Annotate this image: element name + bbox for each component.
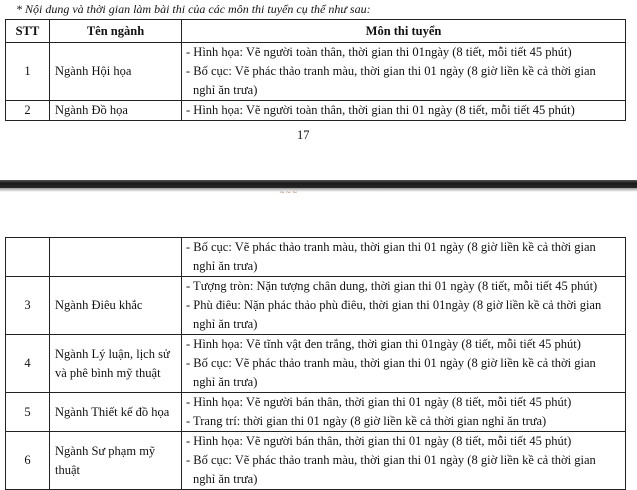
intro-note: * Nội dung và thời gian làm bài thi của các môn thi tuyển cụ thể như sau: bbox=[16, 2, 371, 16]
row-stt: 6 bbox=[6, 432, 50, 490]
row-major bbox=[50, 432, 182, 490]
table-header-row bbox=[6, 20, 626, 43]
row-subjects bbox=[182, 393, 626, 432]
row-stt: 5 bbox=[6, 393, 50, 432]
header-subjects: Môn thi tuyển bbox=[182, 20, 626, 43]
subject-line: nghỉ ăn trưa) bbox=[193, 375, 258, 389]
table-row bbox=[6, 101, 626, 121]
subject-line: - Bố cục: Vẽ phác thảo tranh màu, thời gian thi 01 ngày (8 giờ liền kề cả thời gian bbox=[186, 64, 596, 78]
row-major: Ngành Hội họa bbox=[50, 43, 182, 101]
row-stt bbox=[6, 238, 50, 277]
table-row bbox=[6, 43, 626, 101]
ink-smudge: ~ ~ ~ bbox=[280, 188, 297, 197]
row-subjects bbox=[182, 238, 626, 277]
row-major: Ngành Điêu khắc bbox=[50, 277, 182, 335]
table-row bbox=[6, 335, 626, 393]
exam-table-page1 bbox=[5, 19, 626, 121]
row-subjects bbox=[182, 335, 626, 393]
page-break-band bbox=[0, 180, 637, 188]
subject-line: nghỉ ăn trưa) bbox=[193, 317, 258, 331]
row-major bbox=[50, 238, 182, 277]
page-number: 17 bbox=[297, 128, 310, 142]
row-subjects bbox=[182, 277, 626, 335]
subject-line: nghỉ ăn trưa) bbox=[193, 83, 258, 97]
major-line: Ngành Sư phạm mỹ bbox=[55, 443, 156, 458]
subject-line: - Hình họa: Vẽ người bán thân, thời gian thi 01 ngày (8 tiết, mỗi tiết 45 phút) bbox=[186, 395, 572, 409]
table-row bbox=[6, 393, 626, 432]
row-subjects bbox=[182, 101, 626, 121]
page-break-shadow bbox=[0, 188, 637, 192]
subject-line: nghỉ ăn trưa) bbox=[193, 259, 258, 273]
header-stt: STT bbox=[6, 20, 50, 43]
subject-line: - Hình họa: Vẽ người bán thân, thời gian thi 01 ngày (8 tiết, mỗi tiết 45 phút) bbox=[186, 434, 572, 448]
row-subjects bbox=[182, 432, 626, 490]
subject-line: - Hình họa: Vẽ người toàn thân, thời gian thi 01ngày (8 tiết, mỗi tiết 45 phút) bbox=[186, 45, 572, 59]
row-major bbox=[50, 335, 182, 393]
subject-line: - Bố cục: Vẽ phác thảo tranh màu, thời gian thi 01 ngày (8 giờ liền kề cả thời gian bbox=[186, 240, 596, 254]
table-row bbox=[6, 277, 626, 335]
major-line: và phê bình mỹ thuật bbox=[55, 365, 161, 380]
row-subjects bbox=[182, 43, 626, 101]
subject-line: - Hình họa: Vẽ tĩnh vật đen trắng, thời gian thi 01ngày (8 tiết, mỗi tiết 45 phút) bbox=[186, 337, 581, 351]
row-stt: 2 bbox=[6, 101, 50, 121]
major-line: thuật bbox=[55, 462, 80, 477]
row-stt: 1 bbox=[6, 43, 50, 101]
header-major: Tên ngành bbox=[50, 20, 182, 43]
table-row bbox=[6, 238, 626, 277]
subject-line: - Bố cục: Vẽ phác thảo tranh màu, thời gian thi 01 ngày (8 giờ liền kề cả thời gian bbox=[186, 356, 596, 370]
subject-line: - Bố cục: Vẽ phác thảo tranh màu, thời gian thi 01 ngày (8 giờ liền kề cả thời gian bbox=[186, 453, 596, 467]
row-stt: 4 bbox=[6, 335, 50, 393]
exam-table-page2 bbox=[5, 237, 626, 490]
subject-line: - Trang trí: thời gian thi 01 ngày (8 giờ liền kề cả thời gian nghỉ ăn trưa) bbox=[186, 414, 547, 428]
major-line: Ngành Lý luận, lịch sử bbox=[55, 346, 170, 361]
row-major: Ngành Đồ họa bbox=[50, 101, 182, 121]
subject-line: - Tượng tròn: Nặn tượng chân dung, thời gian thi 01 ngày (8 tiết, mỗi tiết 45 phút) bbox=[186, 279, 598, 293]
row-major: Ngành Thiết kế đồ họa bbox=[50, 393, 182, 432]
subject-line: - Phù điêu: Nặn phác thảo phù điêu, thời gian thi 01ngày (8 giờ liền kề cả thời gian bbox=[186, 298, 602, 312]
subject-line: nghỉ ăn trưa) bbox=[193, 472, 258, 486]
row-stt: 3 bbox=[6, 277, 50, 335]
subject-line: - Hình họa: Vẽ người toàn thân, thời gian thi 01 ngày (8 tiết, mỗi tiết 45 phút) bbox=[186, 103, 575, 117]
table-row bbox=[6, 432, 626, 490]
